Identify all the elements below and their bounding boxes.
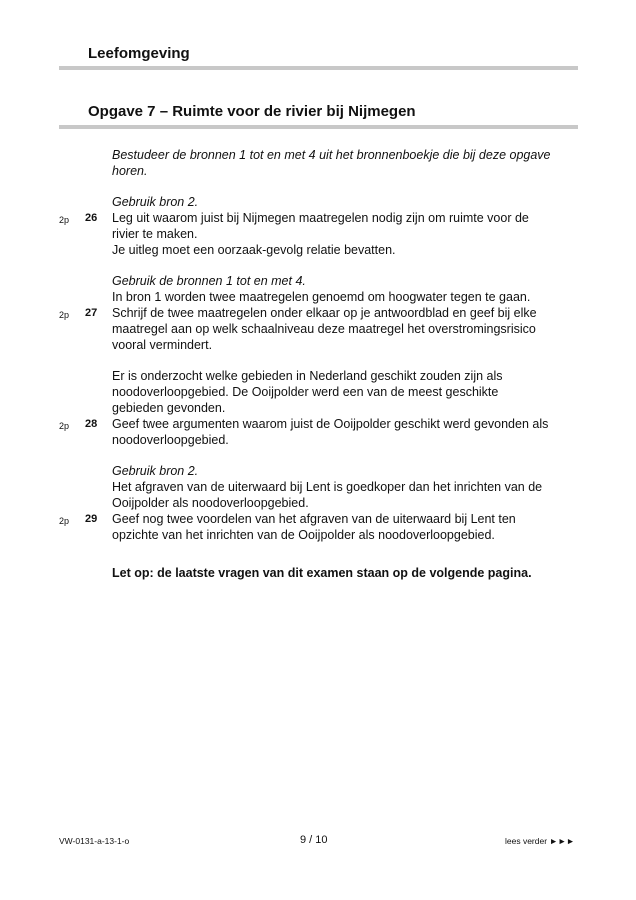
question-block-28 <box>59 368 552 448</box>
context-text: Er is onderzocht welke gebieden in Nederland geschikt zouden zijn als noodoverloopgebied. De Ooijpolder werd een van de meest geschikte gebieden gevonden. <box>112 369 503 415</box>
footer-continue: lees verder ►►► <box>505 836 575 846</box>
question-number: 26 <box>85 212 98 224</box>
question-text: Schrijf de twee maatregelen onder elkaar op je antwoordblad en geef bij elke maatregel aan op welk schaalniveau deze maatregel het overstromingsrisico vooral vermindert. <box>112 306 537 352</box>
context-text: In bron 1 worden twee maatregelen genoemd om hoogwater tegen te gaan. <box>112 290 531 304</box>
instruction: Gebruik bron 2. <box>112 464 199 478</box>
question-block-29 <box>59 463 552 543</box>
question-number: 28 <box>85 418 98 430</box>
question-extra: Je uitleg moet een oorzaak-gevolg relatie bevatten. <box>112 243 396 257</box>
question-row <box>59 305 552 353</box>
question-text: Geef twee argumenten waarom juist de Ooijpolder geschikt werd gevonden als noodoverloopgebied. <box>112 417 549 447</box>
footer-exam-code: VW-0131-a-13-1-o <box>59 836 130 846</box>
question-row <box>59 416 552 448</box>
points-label: 2p <box>59 310 70 320</box>
instruction: Gebruik de bronnen 1 tot en met 4. <box>112 274 306 288</box>
points-label: 2p <box>59 215 70 225</box>
points-label: 2p <box>59 516 70 526</box>
question-row <box>59 210 552 242</box>
question-number: 29 <box>85 513 98 525</box>
instruction: Gebruik bron 2. <box>112 195 199 209</box>
section-title: Leefomgeving <box>88 45 190 62</box>
intro-text: Bestudeer de bronnen 1 tot en met 4 uit het bronnenboekje die bij deze opgave horen. <box>112 148 551 178</box>
question-row <box>59 511 552 543</box>
question-content <box>59 147 552 581</box>
question-number: 27 <box>85 307 98 319</box>
note-text: Let op: de laatste vragen van dit examen staan op de volgende pagina. <box>112 566 532 580</box>
question-block-26 <box>59 194 552 258</box>
question-text: Leg uit waarom juist bij Nijmegen maatregelen nodig zijn om ruimte voor de rivier te maken. <box>112 211 529 241</box>
question-block-27 <box>59 273 552 353</box>
points-label: 2p <box>59 421 70 431</box>
opgave-title: Opgave 7 – Ruimte voor de rivier bij Nijmegen <box>88 103 416 120</box>
question-text: Geef nog twee voordelen van het afgraven van de uiterwaard bij Lent ten opzichte van het inrichten van de Ooijpolder als noodoverloopgebied. <box>112 512 516 542</box>
section-divider <box>59 66 578 70</box>
opgave-divider <box>59 125 578 129</box>
context-text: Het afgraven van de uiterwaard bij Lent is goedkoper dan het inrichten van de Ooijpolder als noodoverloopgebied. <box>112 480 543 510</box>
footer-page-number: 9 / 10 <box>300 834 328 846</box>
